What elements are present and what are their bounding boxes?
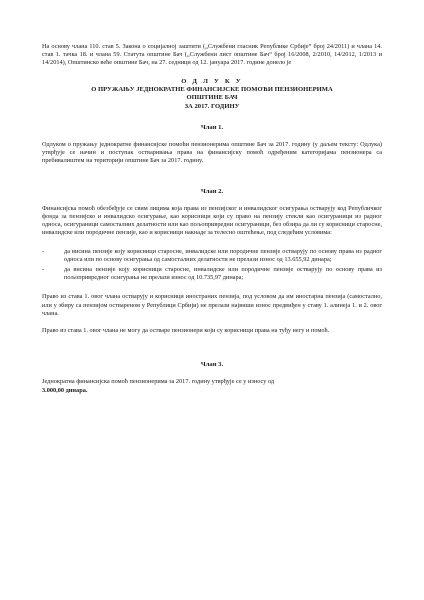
article-3-sentence: Једнократна финансијска помоћ пензионерима за 2017. годину утврђује се у износу од (42, 378, 275, 386)
article-1-text: Одлуком о пружању једнократне финансијске помоћи пензионерима општине Бач за 2017. годину (у даљем тексту: Одлука) утврђује се начин и поступак остваривања права на финансијску помоћ одређеним категоријама пензионера са пребивалиштем на територији општине Бач за 2017. годину. (42, 141, 382, 165)
title-line-3: ОПШТИНЕ БАЧ (186, 94, 238, 102)
title-line-1: О Д Л У К У (181, 77, 243, 85)
title-line-2: О ПРУЖАЊУ ЈЕДНОКРАТНЕ ФИНАНСИЈСКЕ ПОМОЋИ ПЕНЗИОНЕРИМА (91, 85, 333, 93)
article-3-text (42, 378, 382, 394)
article-1-heading: Члан 1. (200, 123, 224, 131)
preamble: На основу члана 110. став 5. Закона о социјалној заштити („Службени гласник Републике Србије“ број 24/2011) и члана 14. став 1. тачка 18. и члана 59. Статута општине Бач („Службени лист општине Бач“ број 16/2008, 2/2010, 14/2012, 1/2013 и 14/2014), Општинско веће општине Бач, на 27. седници од 12. јануара 2017. године донело је (42, 43, 382, 67)
title-line-4: ЗА 2017. ГОДИНУ (184, 102, 240, 110)
list-item-text: да висина пензије коју корисници старосне, инвалидске или породичне пензије остварују по основу права из радног односа или по основу осигурања од самосталних делатности не прелази износ од 13.655,92 динара; (64, 247, 382, 263)
list-dash: - (42, 266, 45, 274)
list-item (42, 248, 382, 264)
decision-title (42, 78, 382, 111)
conditions-list (42, 248, 382, 283)
list-dash: - (42, 247, 45, 255)
list-item-text: да висина пензије коју корисници старосне, инвалидске или породичне пензије остварују по основу права из пољопривредног осигурања не прелази износ од 10.735,97 динара; (64, 266, 382, 282)
article-2-text: Финансијска помоћ обезбеђује се свим лицима која права из пензијског и инвалидског осигурања остварују код Републичког фонда за пензијско и инвалидско осигурање, као корисници који су право на пензију стекли као осигураници из радног односа, осигураници самосталних делатности или као пољопривредни осигураници, без обзира да ли су корисници старосне, инвалидске или породичне пензије, као и корисници накнаде за телесно оштећење, под следећим условима: (42, 204, 382, 237)
spacer (42, 318, 382, 327)
spacer (42, 284, 382, 293)
article-2-paragraph-3: Право из става 1. овог члана не могу да остваре пензионери који су корисници права на туђу негу и помоћ. (42, 327, 330, 335)
article-2-heading: Члан 2. (200, 187, 224, 195)
article-3-heading: Члан 3. (200, 361, 224, 369)
article-3-amount: 3.000,00 динара. (42, 386, 88, 394)
document-page (42, 43, 382, 395)
article-2-paragraph-2: Право из става 1. овог члана остварују и корисници иностраних пензија, под условом да им иностарна пензија (самостално, или у збиру са пензијом оствареном у Републици Србији) не прелази највиши износ предвиђен у ставу 1. алинеја 1. и 2. овог члана. (42, 293, 382, 317)
list-item (42, 266, 382, 282)
